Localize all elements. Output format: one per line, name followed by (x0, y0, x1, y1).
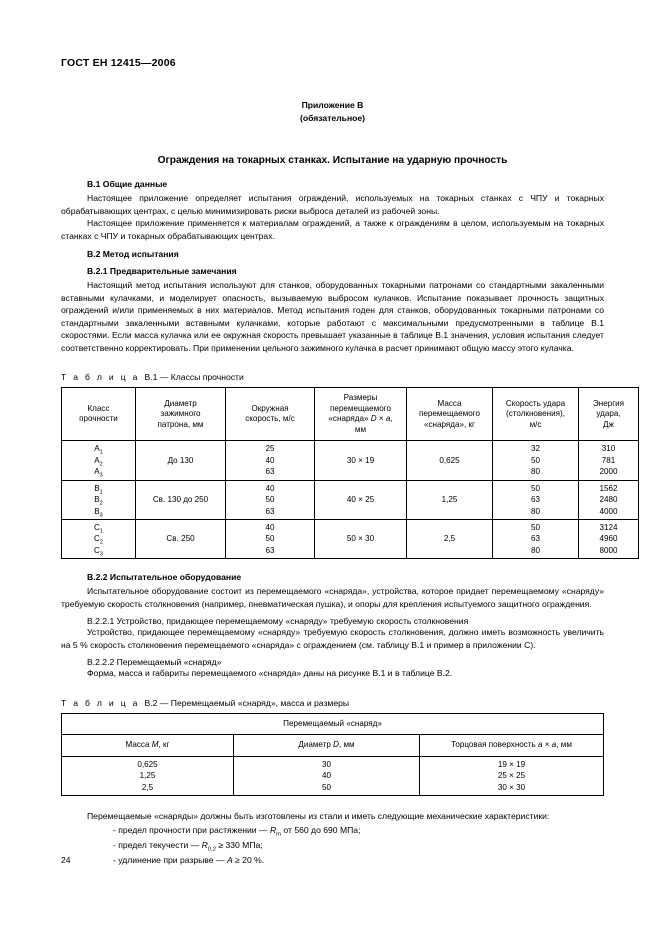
table-b2-caption-number: В.2 (144, 697, 158, 708)
cell-line: 80 (530, 545, 540, 555)
heading-b2-2-1: В.2.2.1 Устройство, придающее перемещаемому «снаряду» требуемую скорость столкновения (87, 616, 469, 627)
cell-diameter (234, 756, 420, 795)
cell-line: 310 (601, 444, 616, 454)
cell-impact-speed (493, 519, 579, 558)
table-b2-group-header: Перемещаемый «снаряд» (62, 713, 604, 735)
cell-line: $C_2$ (94, 534, 103, 546)
cell-line: 30 × 30 (497, 782, 526, 792)
label-line: «снаряда», кг (423, 419, 476, 429)
label-line: Класс (87, 403, 110, 413)
cell-line: 40 (265, 483, 275, 493)
paragraph-b1-2: Настоящее приложение применяется к материалам ограждений, а также к ограждениям в целом, используемым на токарных станках с ЧПУ и токарных обрабатывающих центрах. (61, 218, 604, 241)
cell-mass (62, 756, 234, 795)
table-row (62, 441, 639, 480)
cell-line: $A_2$ (94, 455, 103, 468)
label-line: Энергия удара, (592, 398, 625, 419)
paragraph-b2-2-2: Форма, масса и габариты перемещаемого «снаряда» даны на рисунке В.1 и в таблице В.2. (87, 668, 453, 679)
table-b2-group-row (62, 713, 604, 735)
heading-b2-1: В.2.1 Предварительные замечания (87, 266, 237, 277)
cell-line: 50 (530, 455, 540, 465)
table-b1-caption-dash: — (159, 372, 169, 383)
cell-line: 63 (265, 545, 275, 555)
cell-line: 8000 (599, 545, 618, 555)
list-item: - предел прочности при растяжении — $R_m$ от 560 до 690 МПа; (113, 824, 361, 838)
cell-line: 40 (321, 771, 331, 781)
cell-dimensions: 40 × 25 (315, 480, 407, 519)
cell-speed (226, 519, 315, 558)
cell-line: 2000 (599, 467, 618, 477)
label-line: Масса (437, 398, 462, 408)
cell-mass: 2,5 (407, 519, 493, 558)
paragraph-b2-1: Настоящий метод испытания используют для станков, оборудованных токарными патронами со стандартными закаленными вставными кулачками, и моделирует опасность, вызываемую выбросом кулачков. Испытание показывает прочность защитных ограждений и/или применяемых в них материалов. Метод испытания годен для станков, оборудованных токарными патронами со стандартными закаленными вставными кулачками, которые работают с максимальными предусмотренными в таблице В.1 скоростями. Если масса кулачка или ее окружная скорость превышает указанные в таблице В.1 значения, условия испытания следует соответственно корректировать. При применении цельного зажимного кулачка в расчет принимают общую массу этого кулачка. (61, 280, 604, 353)
table-row (62, 519, 639, 558)
label-line: Торцовая поверхность a × a, мм (451, 740, 572, 750)
cell-line: 50 (530, 483, 540, 493)
annex-caption-line-2: (обязательное) (299, 113, 366, 123)
cell-speed (226, 480, 315, 519)
cell-line: 19 × 19 (497, 759, 526, 769)
mechanical-properties-list (61, 823, 604, 868)
table-b1-col-dimensions (315, 388, 407, 441)
cell-line: 4000 (599, 506, 618, 516)
cell-line: $A_3$ (94, 467, 103, 479)
cell-line: $C_3$ (94, 545, 103, 558)
table-b1-col-class (62, 388, 136, 441)
cell-face (420, 756, 604, 795)
label-line: Размеры (343, 393, 378, 403)
label-line: (столкновения), (506, 409, 565, 419)
cell-line: 63 (265, 467, 275, 477)
cell-line: 2480 (599, 495, 618, 505)
cell-line: $B_3$ (94, 506, 103, 519)
cell-dimensions: 30 × 19 (315, 441, 407, 480)
cell-line: 50 (321, 782, 331, 792)
cell-energy (579, 441, 639, 480)
cell-speed (226, 441, 315, 480)
table-b2-caption-label: Т а б л и ц а (61, 697, 140, 708)
cell-line: 50 (265, 495, 275, 505)
table-row (62, 480, 639, 519)
cell-line: $B_2$ (94, 495, 103, 507)
table-b2-col-diameter (234, 735, 420, 757)
cell-line: 63 (530, 495, 540, 505)
heading-b2: В.2 Метод испытания (87, 249, 179, 260)
cell-diameter: Св. 250 (136, 519, 226, 558)
cell-mass: 0,625 (407, 441, 493, 480)
annex-caption-line-1: Приложение В (301, 100, 364, 110)
annex-caption (61, 99, 604, 125)
label-line: зажимного (160, 409, 201, 419)
label-line: прочности (79, 414, 118, 424)
table-b1 (61, 387, 639, 559)
cell-line: $A_1$ (94, 444, 103, 457)
table-b1-col-energy (579, 388, 639, 441)
cell-line: 1562 (599, 483, 618, 493)
page-number: 24 (61, 855, 71, 865)
cell-line: $C_1$ (94, 522, 103, 535)
cell-line: 1,25 (139, 771, 156, 781)
cell-line: 32 (530, 444, 540, 454)
table-b2-caption (61, 698, 604, 708)
cell-line: 25 × 25 (497, 771, 526, 781)
paragraph-b2-2: Испытательное оборудование состоит из перемещаемого «снаряда», устройства, которое придает перемещаемому «снаряду» требуемую скорость столкновения (например, пневматическая пушка), и опоры для крепления испытуемого защитного ограждения. (61, 586, 604, 609)
paragraph-closing: Перемещаемые «снаряды» должны быть изготовлены из стали и иметь следующие механические характеристики: (87, 811, 550, 822)
paragraph-b1-1: Настоящее приложение определяет испытания ограждений, используемых на токарных станках с ЧПУ и токарных обрабатывающих центрах, с целью минимизировать риски выброса деталей из рабочей зоны. (61, 193, 604, 216)
cell-line: 63 (530, 534, 540, 544)
heading-b1: В.1 Общие данные (87, 179, 168, 189)
table-row (62, 756, 604, 795)
heading-b2-2: В.2.2 Испытательное оборудование (87, 572, 242, 583)
annex-title: Ограждения на токарных станках. Испытание на ударную прочность (157, 155, 508, 166)
cell-line: 50 (265, 534, 275, 544)
table-b1-header-row (62, 388, 639, 441)
table-b1-caption (61, 372, 604, 382)
label-line: скорость, м/с (245, 414, 295, 424)
table-b2-col-face (420, 735, 604, 757)
cell-class (62, 480, 136, 519)
paragraph-b2-2-1: Устройство, придающее перемещаемому «снаряду» требуемую скорость столкновения, должно иметь возможность увеличить на 5 % скорость столкновения перемещаемого «снаряда» с ограждением (см. таблицу В.1 и пример в приложении С). (61, 627, 604, 650)
cell-line: 63 (265, 506, 275, 516)
cell-line: 4960 (599, 534, 618, 544)
cell-line: $B_1$ (94, 483, 103, 496)
list-item: - предел текучести — $R_{0,2} \ge 330$ МПа; (113, 839, 263, 853)
table-b2-caption-title: Перемещаемый «снаряд», масса и размеры (170, 697, 350, 708)
heading-b2-2-2: В.2.2.2 Перемещаемый «снаряд» (87, 657, 222, 668)
label-line: мм (354, 424, 367, 434)
table-b1-caption-label: Т а б л и ц а (61, 372, 140, 383)
cell-class (62, 441, 136, 480)
cell-line: 30 (321, 759, 331, 769)
label-line: «снаряда» D × a, (328, 414, 393, 424)
cell-line: 0,625 (137, 759, 158, 769)
label-line: Диаметр D, мм (298, 740, 355, 750)
cell-impact-speed (493, 441, 579, 480)
cell-line: 40 (265, 522, 275, 532)
cell-line: 80 (530, 506, 540, 516)
table-b1-caption-title: Классы прочности (170, 372, 244, 383)
page-content (61, 0, 625, 868)
table-b2-header (62, 713, 604, 756)
cell-line: 781 (601, 455, 616, 465)
table-b1-header (62, 388, 639, 441)
table-b1-col-speed (226, 388, 315, 441)
cell-diameter: До 130 (136, 441, 226, 480)
cell-line: 2,5 (141, 782, 154, 792)
label-line: патрона, мм (157, 419, 204, 429)
table-b1-body (62, 441, 639, 559)
cell-energy (579, 480, 639, 519)
table-b1-col-mass (407, 388, 493, 441)
table-b1-col-impact-speed (493, 388, 579, 441)
cell-line: 80 (530, 467, 540, 477)
label-line: перемещаемого (419, 409, 480, 419)
table-b2-body (62, 756, 604, 795)
table-b1-caption-number: В.1 (144, 372, 158, 383)
cell-line: 40 (265, 455, 275, 465)
label-line: Дж (603, 419, 614, 429)
list-item: - удлинение при разрыве — A ≥ 20 %. (113, 854, 265, 865)
label-line: м/с (529, 419, 542, 429)
table-b2-col-mass (62, 735, 234, 757)
label-line: Окружная (251, 403, 289, 413)
label-line: Скорость удара (505, 398, 566, 408)
cell-mass: 1,25 (407, 480, 493, 519)
cell-line: 3124 (599, 522, 618, 532)
table-b2-caption-dash: — (159, 697, 169, 708)
cell-line: 25 (265, 444, 275, 454)
label-line: Диаметр (164, 398, 197, 408)
table-b2 (61, 713, 604, 796)
cell-line: 50 (530, 522, 540, 532)
label-line: перемещаемого (330, 403, 391, 413)
cell-energy (579, 519, 639, 558)
cell-impact-speed (493, 480, 579, 519)
table-b1-col-diameter (136, 388, 226, 441)
label-line: Масса M, кг (125, 740, 170, 750)
cell-dimensions: 50 × 30 (315, 519, 407, 558)
cell-diameter: Св. 130 до 250 (136, 480, 226, 519)
cell-class (62, 519, 136, 558)
table-b2-header-row (62, 735, 604, 757)
standard-number-header: ГОСТ ЕН 12415—2006 (61, 57, 176, 69)
